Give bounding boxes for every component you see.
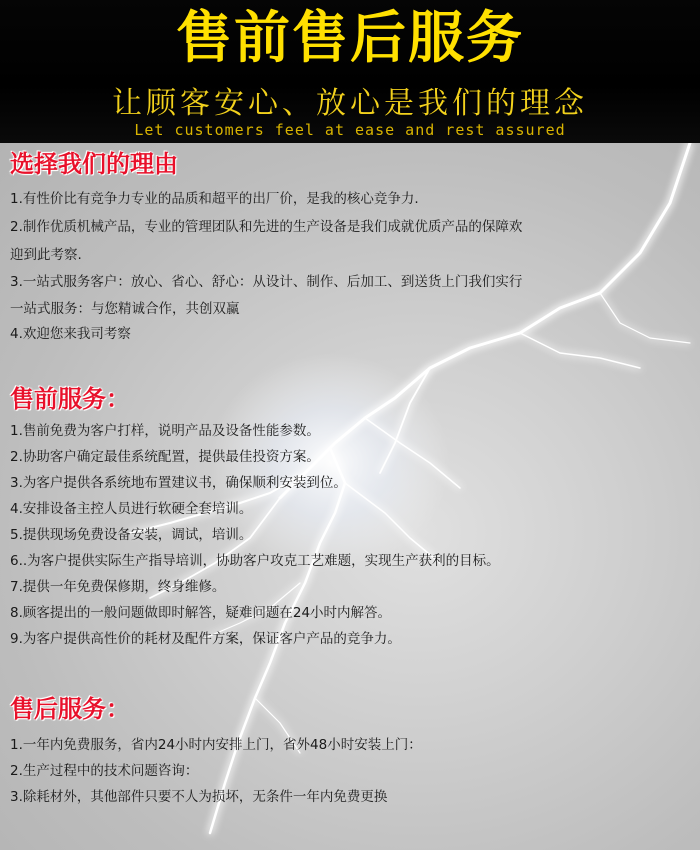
list-item: 1.售前免费为客户打样，说明产品及设备性能参数。 bbox=[10, 423, 320, 439]
list-item: 迎到此考察. bbox=[10, 247, 82, 263]
list-item: 5.提供现场免费设备安装，调试，培训。 bbox=[10, 527, 253, 543]
list-item: 一站式服务：与您精诚合作，共创双赢 bbox=[10, 301, 240, 317]
list-item: 2.生产过程中的技术问题咨询： bbox=[10, 763, 199, 779]
list-item: 2.制作优质机械产品，专业的管理团队和先进的生产设备是我们成就优质产品的保障欢 bbox=[10, 219, 523, 235]
section-title-aftersale: 售后服务： bbox=[10, 695, 130, 723]
list-item: 8.顾客提出的一般问题做即时解答，疑难问题在24小时内解答。 bbox=[10, 605, 392, 621]
list-item: 1.一年内免费服务，省内24小时内安排上门，省外48小时安装上门： bbox=[10, 737, 422, 753]
list-item: 1.有性价比有竞争力专业的品质和超平的出厂价，是我的核心竞争力. bbox=[10, 191, 419, 207]
page-title: 售前售后服务 bbox=[176, 6, 524, 71]
list-item: 9.为客户提供高性价的耗材及配件方案，保证客户产品的竞争力。 bbox=[10, 631, 401, 647]
section-title-presale: 售前服务： bbox=[10, 385, 130, 413]
header-banner bbox=[0, 0, 700, 143]
list-item: 3.一站式服务客户：放心、省心、舒心：从设计、制作、后加工、到送货上门我们实行 bbox=[10, 274, 523, 290]
section-title-reasons: 选择我们的理由 bbox=[10, 150, 178, 178]
list-item: 4.欢迎您来我司考察 bbox=[10, 326, 131, 342]
list-item: 7.提供一年免费保修期，终身维修。 bbox=[10, 579, 226, 595]
slogan: 让顾客安心、放心是我们的理念 bbox=[112, 86, 588, 121]
slogan-english: Let customers feel at ease and rest assured bbox=[134, 121, 566, 139]
content-area bbox=[0, 143, 700, 850]
list-item: 6..为客户提供实际生产指导培训，协助客户攻克工艺难题，实现生产获利的目标。 bbox=[10, 553, 500, 569]
list-item: 3.为客户提供各系统地布置建议书，确保顺利安装到位。 bbox=[10, 475, 347, 491]
list-item: 2.协助客户确定最佳系统配置，提供最佳投资方案。 bbox=[10, 449, 320, 465]
list-item: 3.除耗材外，其他部件只要不人为损坏，无条件一年内免费更换 bbox=[10, 789, 388, 805]
list-item: 4.安排设备主控人员进行软硬全套培训。 bbox=[10, 501, 253, 517]
